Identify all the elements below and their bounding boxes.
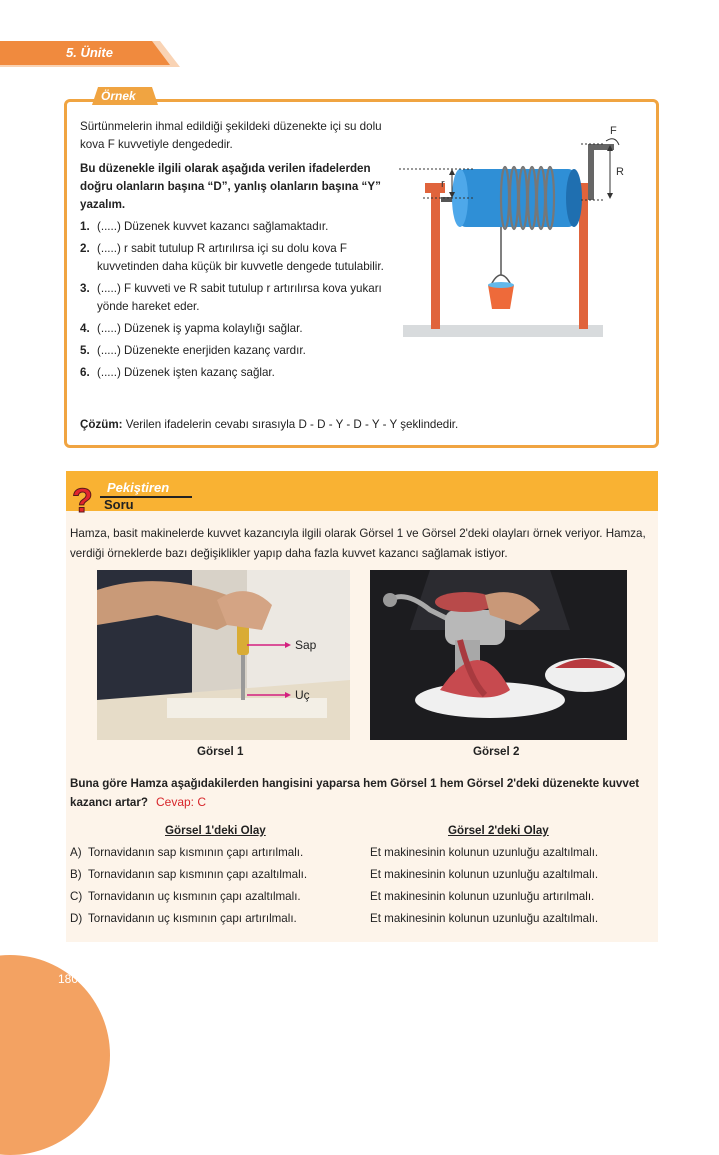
item-text: (.....) Düzenek işten kazanç sağlar. [97, 366, 275, 379]
question-text [70, 775, 655, 812]
sap-label: Sap [295, 638, 317, 652]
item-number: 5. [80, 344, 90, 357]
svg-text:?: ? [72, 482, 93, 520]
example-item [80, 320, 390, 338]
label-R: R [616, 166, 624, 178]
meat-grinder-photo [370, 570, 627, 740]
option-letter: B) [70, 868, 82, 881]
option-text: Tornavidanın uç kısmının çapı azaltılmalı. [88, 890, 301, 903]
option-c-col1[interactable] [70, 890, 301, 903]
example-solution [80, 418, 458, 431]
item-number: 1. [80, 220, 90, 233]
question-mark-icon [70, 482, 102, 520]
pekistiren-title: Pekiştiren [107, 480, 170, 495]
screwdriver-photo [97, 570, 350, 740]
option-letter: D) [70, 912, 83, 925]
caption-2: Görsel 2 [473, 745, 520, 758]
example-item [80, 280, 390, 316]
unit-title: 5. Ünite [66, 45, 113, 60]
example-item [80, 342, 390, 360]
example-item [80, 218, 390, 236]
option-c-col2: Et makinesinin kolunun uzunluğu artırılmalı. [370, 890, 595, 903]
crank-arm [588, 144, 594, 200]
item-text: (.....) r sabit tutulup R artırılırsa içi su dolu kova F kuvvetinden daha küçük bir kuvvetle dengede tutulabilir. [97, 242, 384, 273]
label-r: r [441, 178, 445, 190]
solution-text: Verilen ifadelerin cevabı sırasıyla D - D - Y - D - Y - Y şeklindedir. [125, 418, 459, 431]
item-text: (.....) F kuvveti ve R sabit tutulup r artırılırsa kova yukarı yönde hareket eder. [97, 282, 382, 313]
item-number: 6. [80, 366, 90, 379]
answer-note: Cevap: C [155, 795, 207, 809]
item-text: (.....) Düzenek iş yapma kolaylığı sağlar. [97, 322, 303, 335]
item-number: 3. [80, 282, 90, 295]
bucket [488, 285, 514, 309]
label-F: F [610, 125, 617, 137]
item-text: (.....) Düzenekte enerjiden kazanç vardır. [97, 344, 306, 357]
option-b-col2: Et makinesinin kolunun uzunluğu azaltılmalı. [370, 868, 599, 881]
caption-1: Görsel 1 [197, 745, 244, 758]
example-item [80, 240, 390, 276]
option-letter: C) [70, 890, 83, 903]
example-intro: Sürtünmelerin ihmal edildiği şekildeki düzenekte içi su dolu kova F kuvvetiyle dengededir. [80, 120, 382, 151]
option-letter: A) [70, 846, 82, 859]
question-body: Buna göre Hamza aşağıdakilerden hangisini yaparsa hem Görsel 1 hem Görsel 2'deki düzenekte kuvvet kazancı artar? [70, 777, 640, 809]
example-text [80, 118, 390, 382]
item-number: 2. [80, 242, 90, 255]
option-text: Tornavidanın uç kısmının çapı artırılmalı. [88, 912, 297, 925]
pekistiren-subtitle: Soru [104, 497, 134, 512]
option-text: Tornavidanın sap kısmının çapı artırılmalı. [88, 846, 304, 859]
winch-diagram [403, 125, 624, 340]
page-number: 180 [58, 972, 79, 986]
option-d-col1[interactable] [70, 912, 297, 925]
left-post [431, 187, 440, 329]
page-number-badge [0, 955, 110, 1155]
item-number: 4. [80, 322, 90, 335]
uc-label: Uç [295, 688, 310, 702]
option-a-col1[interactable] [70, 846, 303, 859]
example-tab-label: Örnek [101, 89, 136, 103]
option-a-col2: Et makinesinin kolunun uzunluğu azaltılmalı. [370, 846, 599, 859]
col1-header: Görsel 1'deki Olay [165, 824, 266, 837]
example-item [80, 364, 390, 382]
pekistiren-intro: Hamza, basit makinelerde kuvvet kazancıyla ilgili olarak Görsel 1 ve Görsel 2'deki olayları örnek veriyor. Hamza, verdiği örneklerde bazı değişiklikler yapıp daha fazla kuvvet kazancı sağlamak istiyor. [70, 527, 646, 560]
col2-header: Görsel 2'deki Olay [448, 824, 549, 837]
option-text: Tornavidanın sap kısmının çapı azaltılmalı. [88, 868, 308, 881]
solution-label: Çözüm: [80, 418, 123, 431]
example-instruction: Bu düzenekle ilgili olarak aşağıda verilen ifadelerden doğru olanların başına “D”, yanlış olanların başına “Y” yazalım. [80, 162, 381, 211]
option-d-col2: Et makinesinin kolunun uzunluğu azaltılmalı. [370, 912, 599, 925]
option-b-col1[interactable] [70, 868, 307, 881]
item-text: (.....) Düzenek kuvvet kazancı sağlamaktadır. [97, 220, 329, 233]
